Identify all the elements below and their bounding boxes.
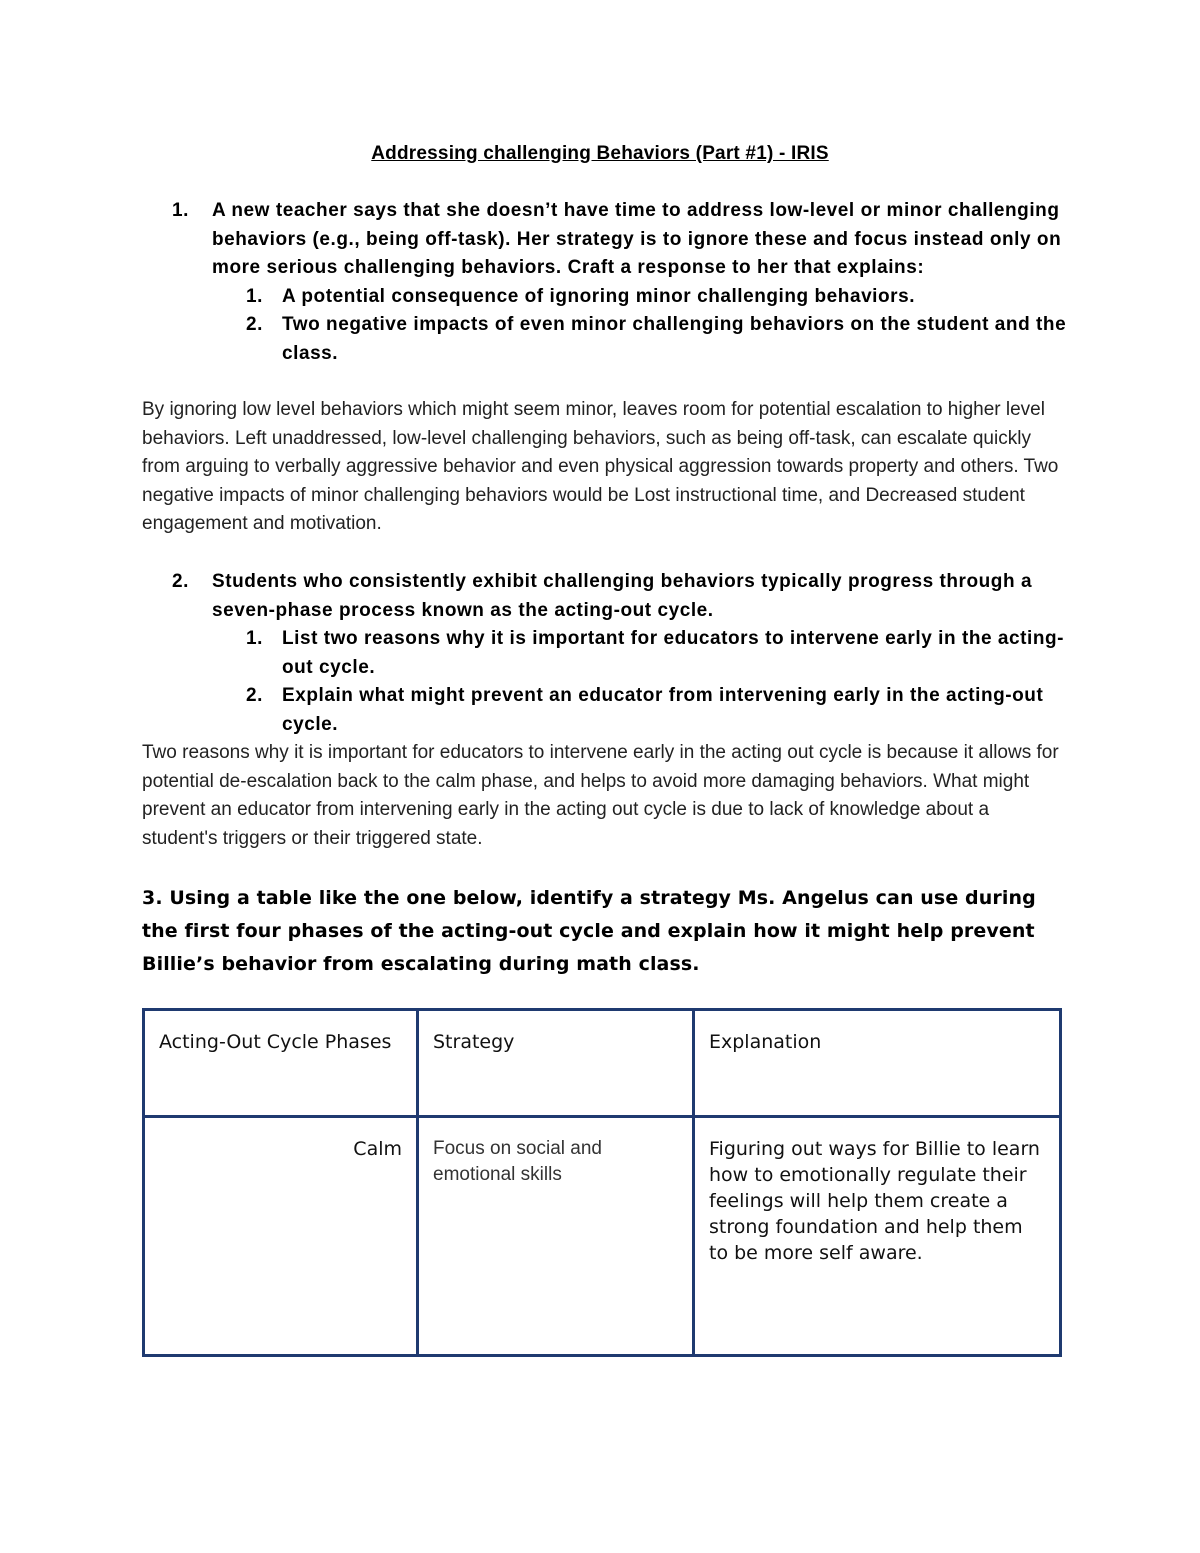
question-2-text: Students who consistently exhibit challenging behaviors typically progress through a seven-phase process known as the acting-out cycle. xyxy=(212,571,1033,621)
header-explanation: Explanation xyxy=(694,1010,1061,1117)
question-2-number: 2. xyxy=(172,571,189,592)
subitem-text: List two reasons why it is important for educators to intervene early in the acting-out cycle. xyxy=(282,628,1065,678)
subitem-text: Explain what might prevent an educator from intervening early in the acting-out cycle. xyxy=(282,685,1044,735)
question-1-number: 1. xyxy=(172,200,189,221)
table-header-row xyxy=(144,1010,1061,1117)
question-1-text: A new teacher says that she doesn’t have time to address low-level or minor challenging behaviors (e.g., being off-task). Her strategy is to ignore these and focus instead only on more serious challenging behaviors. Craft a response to her that explains: xyxy=(212,200,1062,279)
table-row xyxy=(144,1117,1061,1356)
question-2-subitem-2 xyxy=(246,682,1072,739)
subitem-number: 1. xyxy=(246,285,263,307)
cell-strategy: Focus on social and emotional skills xyxy=(418,1117,694,1356)
header-strategy: Strategy xyxy=(418,1010,694,1117)
document-title: Addressing challenging Behaviors (Part #1) - IRIS xyxy=(371,143,829,164)
cell-phase: Calm xyxy=(144,1117,418,1356)
question-1-subitem-2 xyxy=(246,311,1072,368)
question-1 xyxy=(142,197,1072,369)
question-1-subitem-1 xyxy=(246,283,1072,312)
subitem-number: 2. xyxy=(246,685,263,707)
subitem-text: A potential consequence of ignoring minor challenging behaviors. xyxy=(282,285,916,307)
subitem-number: 1. xyxy=(246,628,263,650)
question-2-subitem-1 xyxy=(246,625,1072,682)
answer-1: By ignoring low level behaviors which might seem minor, leaves room for potential escalation to higher level behaviors. Left unaddressed, low-level challenging behaviors, such as being off-task, can escalate quickly from arguing to verbally aggressive behavior and even physical aggression towards property and others. Two negative impacts of minor challenging behaviors would be Lost instructional time, and Decreased student engagement and motivation. xyxy=(142,399,1059,535)
answer-2: Two reasons why it is important for educators to intervene early in the acting out cycle is because it allows for potential de-escalation back to the calm phase, and helps to avoid more damaging behaviors. What might prevent an educator from intervening early in the acting out cycle is due to lack of knowledge about a student's triggers or their triggered state. xyxy=(142,742,1059,849)
cell-explanation: Figuring out ways for Billie to learn how to emotionally regulate their feelings will help them create a strong foundation and help them to be more self aware. xyxy=(694,1117,1061,1356)
subitem-number: 2. xyxy=(246,314,263,336)
subitem-text: Two negative impacts of even minor challenging behaviors on the student and the class. xyxy=(282,314,1067,364)
header-phases: Acting-Out Cycle Phases xyxy=(144,1010,418,1117)
question-2 xyxy=(142,568,1072,740)
acting-out-cycle-table xyxy=(142,1008,1062,1357)
question-3-text: 3. Using a table like the one below, identify a strategy Ms. Angelus can use during the first four phases of the acting-out cycle and explain how it might help prevent Billie’s behavior from escalating during math class. xyxy=(142,887,1036,975)
